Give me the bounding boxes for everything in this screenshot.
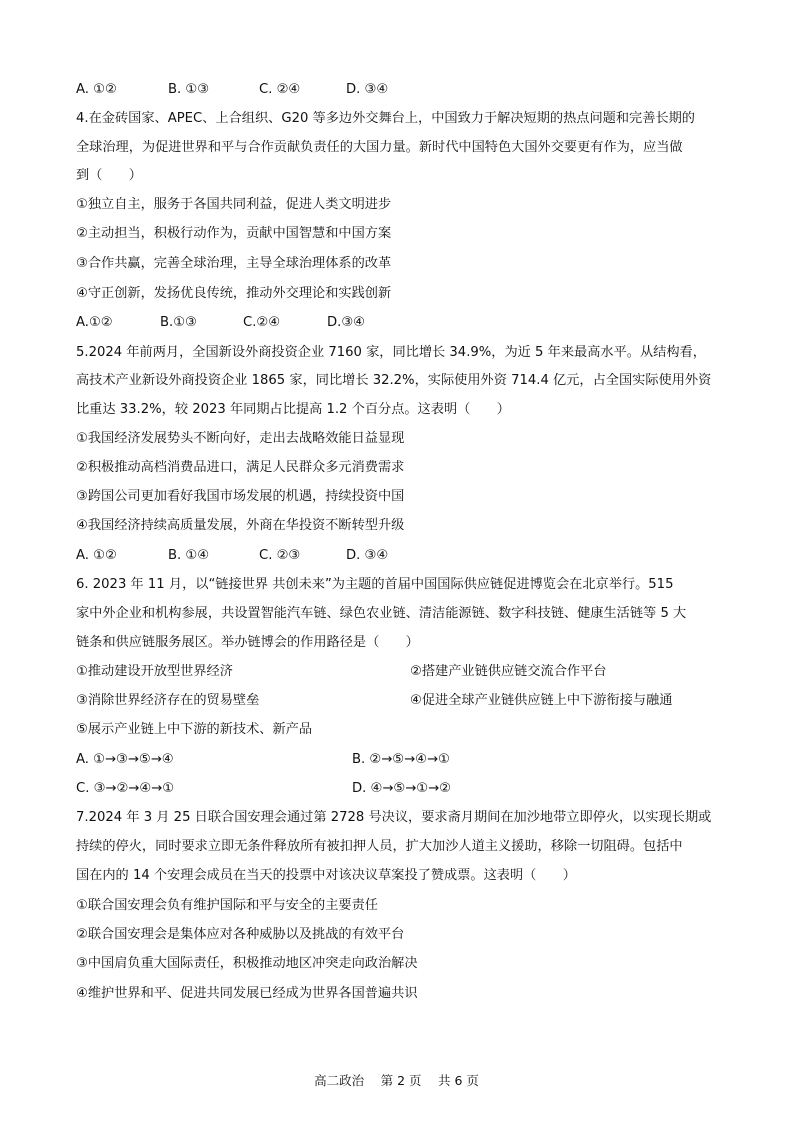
- q4-statement-4: ④守正创新，发扬优良传统，推动外交理论和实践创新: [76, 286, 392, 301]
- q3-choice-c: C. ②④: [259, 82, 301, 97]
- q4-choice-b: B.①③: [160, 315, 197, 330]
- q5-stem-line-1: 5.2024 年前两月，全国新设外商投资企业 7160 家，同比增长 34.9%，为近 5 年来最高水平。从结构看，: [76, 345, 706, 360]
- q7-statement-3: ③中国肩负重大国际责任，积极推动地区冲突走向政治解决: [76, 956, 418, 971]
- q4-stem-line-2: 全球治理，为促进世界和平与合作贡献负责任的大国力量。新时代中国特色大国外交要更有作为，应当做: [76, 140, 683, 155]
- q6-statement-2: ②搭建产业链供应链交流合作平台: [410, 664, 607, 679]
- q6-choice-c: C. ③→②→④→①: [76, 781, 175, 796]
- q3-choice-b: B. ①③: [168, 82, 210, 97]
- q4-choice-a: A.①②: [76, 315, 113, 330]
- q5-choice-d: D. ③④: [346, 548, 389, 563]
- q5-choice-c: C. ②③: [259, 548, 301, 563]
- q5-statement-1: ①我国经济发展势头不断向好，走出去战略效能日益显现: [76, 431, 405, 446]
- q6-statement-1: ①推动建设开放型世界经济: [76, 664, 233, 679]
- q4-stem-line-3: 到（ ）: [76, 168, 142, 183]
- q6-stem-line-2: 家中外企业和机构参展，共设置智能汽车链、绿色农业链、清洁能源链、数字科技链、健康生活链等 5 大: [76, 606, 687, 621]
- page-footer: 高二政治 第 2 页 共 6 页: [314, 1073, 479, 1088]
- q7-stem-line-2: 持续的停火，同时要求立即无条件释放所有被扣押人员，扩大加沙人道主义援助，移除一切阻碍。包括中: [76, 839, 683, 854]
- q5-choice-a: A. ①②: [76, 548, 117, 563]
- q5-stem-line-2: 高技术产业新设外商投资企业 1865 家，同比增长 32.2%，实际使用外资 714.4 亿元，占全国实际使用外资: [76, 373, 712, 388]
- q7-statement-2: ②联合国安理会是集体应对各种威胁以及挑战的有效平台: [76, 927, 405, 942]
- q4-statement-1: ①独立自主，服务于各国共同利益，促进人类文明进步: [76, 197, 392, 212]
- q6-choice-d: D. ④→⑤→①→②: [352, 781, 451, 796]
- q5-stem-line-3: 比重达 33.2%，较 2023 年同期占比提高 1.2 个百分点。这表明（ ）: [76, 402, 510, 417]
- q6-stem-line-3: 链条和供应链服务展区。举办链博会的作用路径是（ ）: [76, 635, 419, 650]
- q5-statement-3: ③跨国公司更加看好我国市场发展的机遇，持续投资中国: [76, 489, 405, 504]
- q4-statement-3: ③合作共赢，完善全球治理，主导全球治理体系的改革: [76, 256, 392, 271]
- q6-statement-3: ③消除世界经济存在的贸易壁垒: [76, 693, 260, 708]
- q5-statement-2: ②积极推动高档消费品进口，满足人民群众多元消费需求: [76, 460, 405, 475]
- q6-statement-5: ⑤展示产业链上中下游的新技术、新产品: [76, 722, 313, 737]
- q4-statement-2: ②主动担当，积极行动作为，贡献中国智慧和中国方案: [76, 226, 392, 241]
- q6-stem-line-1: 6. 2023 年 11 月，以“链接世界 共创未来”为主题的首届中国国际供应链促进博览会在北京举行。515: [76, 577, 674, 592]
- q7-statement-1: ①联合国安理会负有维护国际和平与安全的主要责任: [76, 898, 378, 913]
- q7-statement-4: ④维护世界和平、促进共同发展已经成为世界各国普遍共识: [76, 986, 418, 1001]
- q6-choice-a: A. ①→③→⑤→④: [76, 752, 174, 767]
- q4-choice-d: D.③④: [327, 315, 365, 330]
- q3-choice-a: A. ①②: [76, 82, 117, 97]
- q6-statement-4: ④促进全球产业链供应链上中下游衔接与融通: [410, 693, 673, 708]
- q6-choice-b: B. ②→⑤→④→①: [352, 752, 450, 767]
- q4-choice-c: C.②④: [243, 315, 281, 330]
- q7-stem-line-1: 7.2024 年 3 月 25 日联合国安理会通过第 2728 号决议，要求斋月期间在加沙地带立即停火，以实现长期或: [76, 810, 712, 825]
- q7-stem-line-3: 国在内的 14 个安理会成员在当天的投票中对该决议草案投了赞成票。这表明（ ）: [76, 868, 576, 883]
- q5-choice-b: B. ①④: [168, 548, 210, 563]
- q3-choice-d: D. ③④: [346, 82, 389, 97]
- q5-statement-4: ④我国经济持续高质量发展，外商在华投资不断转型升级: [76, 518, 405, 533]
- q4-stem-line-1: 4.在金砖国家、APEC、上合组织、G20 等多边外交舞台上，中国致力于解决短期的热点问题和完善长期的: [76, 111, 695, 126]
